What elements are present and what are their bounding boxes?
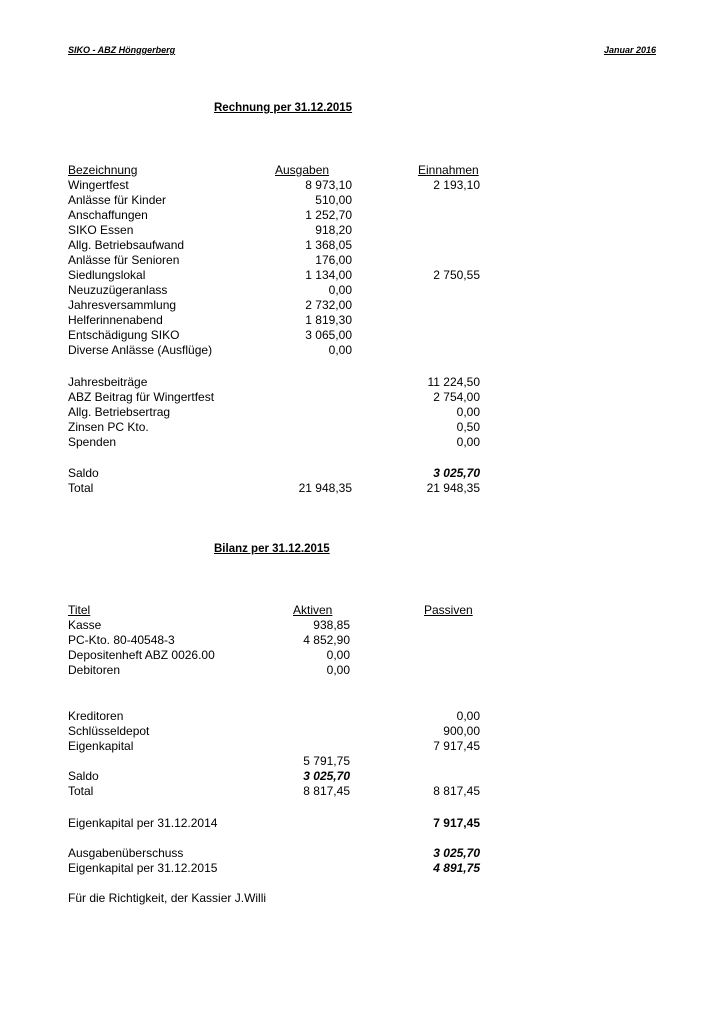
row-aktiven: 0,00 bbox=[326, 648, 350, 662]
row-label: Neuzuzügeranlass bbox=[68, 283, 168, 297]
row-ausgaben: 1 368,05 bbox=[305, 238, 352, 252]
row-label: Allg. Betriebsaufwand bbox=[68, 238, 185, 252]
eigenkapital-aktuell-label: Eigenkapital per 31.12.2015 bbox=[68, 861, 218, 875]
column-header-titel: Titel bbox=[68, 603, 91, 617]
column-header-bezeichnung: Bezeichnung bbox=[68, 163, 138, 177]
row-einnahmen: 0,00 bbox=[456, 405, 480, 419]
row-einnahmen: 0,00 bbox=[456, 435, 480, 449]
row-ausgaben: 1 819,30 bbox=[305, 313, 352, 327]
ausgabenueberschuss-label: Ausgabenüberschuss bbox=[68, 846, 184, 860]
row-aktiven: 0,00 bbox=[326, 663, 350, 677]
row-label: Anlässe für Kinder bbox=[68, 193, 167, 207]
bilanz-total-aktiven: 8 817,45 bbox=[303, 784, 350, 798]
rechnung-total-row bbox=[0, 481, 724, 496]
rechnung-row bbox=[0, 238, 724, 253]
column-header-einnahmen: Einnahmen bbox=[418, 163, 479, 177]
bilanz-passiven-row bbox=[0, 724, 724, 739]
rechnung-row bbox=[0, 313, 724, 328]
row-label: Helferinnenabend bbox=[68, 313, 163, 327]
rechnung-row bbox=[0, 268, 724, 283]
row-label: Debitoren bbox=[68, 663, 121, 677]
rechnung-row bbox=[0, 283, 724, 298]
row-label: Diverse Anlässe (Ausflüge) bbox=[68, 343, 213, 357]
saldo-einnahmen: 3 025,70 bbox=[433, 466, 480, 480]
eigenkapital-aktuell-row bbox=[0, 861, 724, 876]
eigenkapital-vorjahr-label: Eigenkapital per 31.12.2014 bbox=[68, 816, 218, 830]
row-label: SIKO Essen bbox=[68, 223, 134, 237]
row-label: Zinsen PC Kto. bbox=[68, 420, 149, 434]
rechnung-row bbox=[0, 193, 724, 208]
row-einnahmen: 11 224,50 bbox=[427, 375, 480, 389]
bilanz-aktiven-row bbox=[0, 663, 724, 678]
rechnung-income-row bbox=[0, 390, 724, 405]
bilanz-total-label: Total bbox=[68, 784, 94, 798]
rechnung-title: Rechnung per 31.12.2015 bbox=[214, 102, 353, 114]
rechnung-income-row bbox=[0, 405, 724, 420]
row-label: Allg. Betriebsertrag bbox=[68, 405, 171, 419]
bilanz-passiven-row bbox=[0, 709, 724, 724]
bilanz-subtotal-row bbox=[0, 754, 724, 769]
row-label: Kasse bbox=[68, 618, 102, 632]
row-aktiven: 4 852,90 bbox=[303, 633, 350, 647]
bilanz-total-passiven: 8 817,45 bbox=[433, 784, 480, 798]
bilanz-total-row bbox=[0, 784, 724, 799]
row-passiven: 7 917,45 bbox=[433, 739, 480, 753]
row-einnahmen: 2 750,55 bbox=[433, 268, 480, 282]
row-label: Schlüsseldepot bbox=[68, 724, 150, 738]
bilanz-aktiven-row bbox=[0, 633, 724, 648]
row-einnahmen: 0,50 bbox=[456, 420, 480, 434]
row-aktiven: 938,85 bbox=[313, 618, 350, 632]
rechnung-saldo-row bbox=[0, 466, 724, 481]
bilanz-saldo-row bbox=[0, 769, 724, 784]
rechnung-row bbox=[0, 178, 724, 193]
row-ausgaben: 0,00 bbox=[328, 343, 352, 357]
eigenkapital-aktuell-value: 4 891,75 bbox=[433, 861, 480, 875]
rechnung-header-row bbox=[0, 163, 724, 178]
total-label: Total bbox=[68, 481, 94, 495]
row-label: Anschaffungen bbox=[68, 208, 148, 222]
rechnung-row bbox=[0, 328, 724, 343]
header-left: SIKO - ABZ Hönggerberg bbox=[68, 45, 176, 55]
row-label: PC-Kto. 80-40548-3 bbox=[68, 633, 175, 647]
signature-line: Für die Richtigkeit, der Kassier J.Willi bbox=[68, 891, 267, 905]
row-label: Eigenkapital bbox=[68, 739, 134, 753]
bilanz-saldo-aktiven: 3 025,70 bbox=[303, 769, 350, 783]
bilanz-aktiven-row bbox=[0, 648, 724, 663]
ausgabenueberschuss-value: 3 025,70 bbox=[433, 846, 480, 860]
row-label: Jahresversammlung bbox=[68, 298, 177, 312]
column-header-ausgaben: Ausgaben bbox=[275, 163, 330, 177]
row-label: ABZ Beitrag für Wingertfest bbox=[68, 390, 215, 404]
row-ausgaben: 2 732,00 bbox=[305, 298, 352, 312]
row-passiven: 0,00 bbox=[456, 709, 480, 723]
rechnung-row bbox=[0, 253, 724, 268]
total-ausgaben: 21 948,35 bbox=[298, 481, 352, 495]
row-ausgaben: 8 973,10 bbox=[305, 178, 352, 192]
row-ausgaben: 510,00 bbox=[315, 193, 352, 207]
row-label: Spenden bbox=[68, 435, 117, 449]
subtotal-aktiven: 5 791,75 bbox=[303, 754, 350, 768]
bilanz-header-row bbox=[0, 603, 724, 618]
row-ausgaben: 0,00 bbox=[328, 283, 352, 297]
row-einnahmen: 2 754,00 bbox=[433, 390, 480, 404]
row-ausgaben: 3 065,00 bbox=[305, 328, 352, 342]
eigenkapital-vorjahr-value: 7 917,45 bbox=[433, 816, 480, 830]
bilanz-aktiven-row bbox=[0, 618, 724, 633]
row-einnahmen: 2 193,10 bbox=[433, 178, 480, 192]
column-header-passiven: Passiven bbox=[424, 603, 473, 617]
rechnung-row bbox=[0, 298, 724, 313]
eigenkapital-vorjahr-row bbox=[0, 816, 724, 831]
rechnung-income-row bbox=[0, 375, 724, 390]
row-label: Entschädigung SIKO bbox=[68, 328, 180, 342]
row-ausgaben: 1 252,70 bbox=[305, 208, 352, 222]
column-header-aktiven: Aktiven bbox=[293, 603, 333, 617]
row-ausgaben: 176,00 bbox=[315, 253, 352, 267]
rechnung-income-row bbox=[0, 435, 724, 450]
row-label: Anlässe für Senioren bbox=[68, 253, 180, 267]
row-label: Depositenheft ABZ 0026.00 bbox=[68, 648, 215, 662]
saldo-label: Saldo bbox=[68, 466, 99, 480]
rechnung-row bbox=[0, 223, 724, 238]
row-label: Kreditoren bbox=[68, 709, 124, 723]
rechnung-row bbox=[0, 343, 724, 358]
rechnung-income-row bbox=[0, 420, 724, 435]
row-ausgaben: 1 134,00 bbox=[305, 268, 352, 282]
bilanz-title: Bilanz per 31.12.2015 bbox=[214, 543, 330, 555]
row-passiven: 900,00 bbox=[443, 724, 480, 738]
ausgabenueberschuss-row bbox=[0, 846, 724, 861]
row-ausgaben: 918,20 bbox=[315, 223, 352, 237]
row-label: Wingertfest bbox=[68, 178, 129, 192]
rechnung-row bbox=[0, 208, 724, 223]
header-right: Januar 2016 bbox=[603, 45, 656, 55]
row-label: Jahresbeiträge bbox=[68, 375, 148, 389]
row-label: Siedlungslokal bbox=[68, 268, 146, 282]
total-einnahmen: 21 948,35 bbox=[426, 481, 480, 495]
bilanz-passiven-row bbox=[0, 739, 724, 754]
bilanz-saldo-label: Saldo bbox=[68, 769, 99, 783]
